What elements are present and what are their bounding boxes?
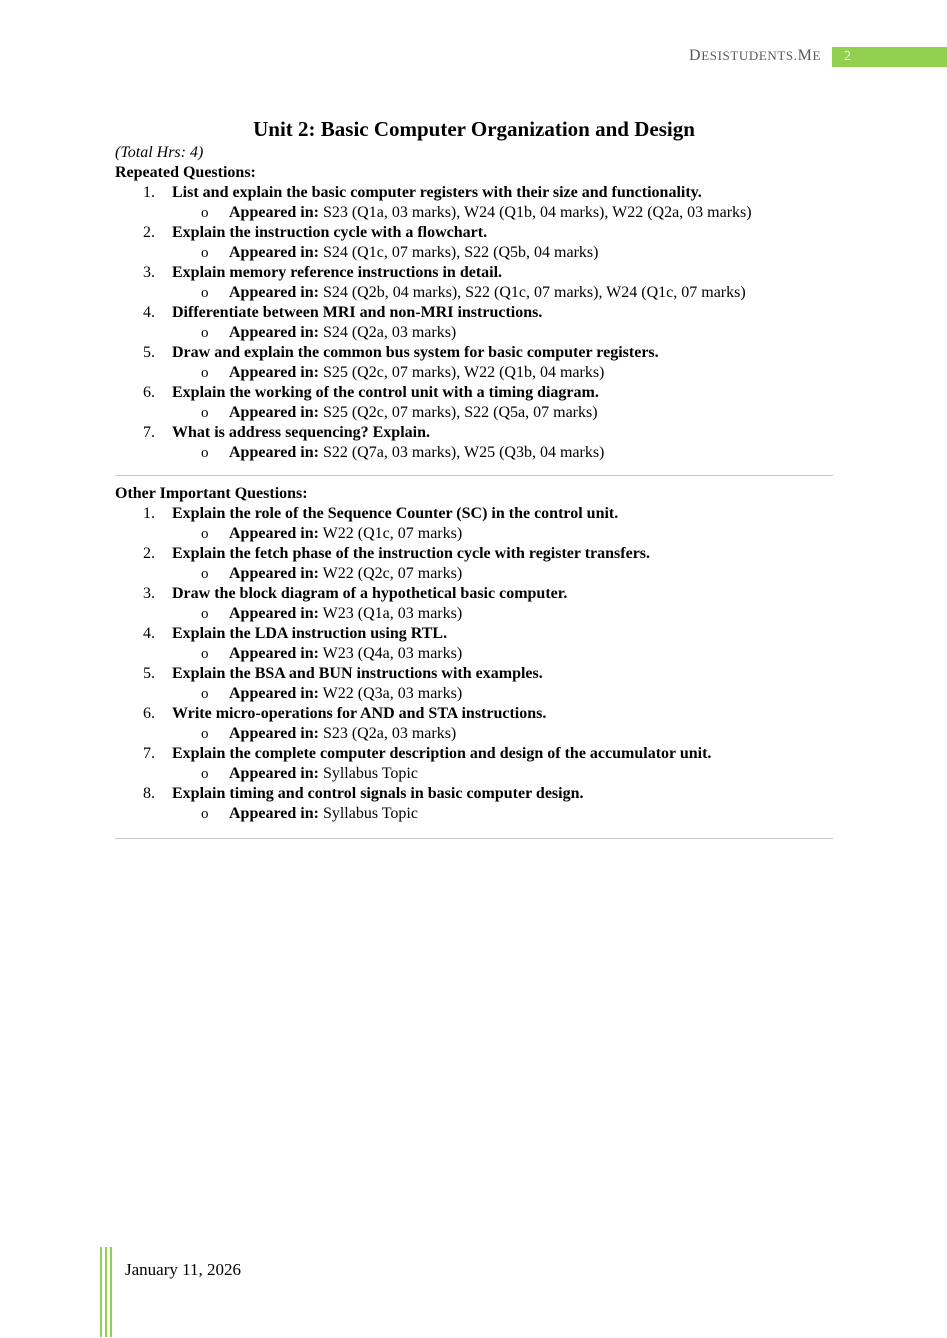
- appeared-line: [115, 644, 833, 664]
- question-number: 3.: [143, 585, 155, 602]
- question-text: Differentiate between MRI and non-MRI instructions.: [172, 304, 543, 321]
- question-line: [115, 744, 833, 764]
- question-item: [115, 504, 833, 544]
- question-text: Draw the block diagram of a hypothetical basic computer.: [172, 585, 568, 602]
- appeared-line: [115, 323, 833, 343]
- appeared-line: [115, 764, 833, 784]
- question-line: [115, 624, 833, 644]
- question-text: List and explain the basic computer registers with their size and functionality.: [172, 184, 702, 201]
- question-line: [115, 784, 833, 804]
- appeared-line: [115, 684, 833, 704]
- question-text: Explain the role of the Sequence Counter (SC) in the control unit.: [172, 505, 619, 522]
- question-text: Explain the BSA and BUN instructions with examples.: [172, 665, 543, 682]
- appeared-line: [115, 243, 833, 263]
- appeared-value: W22 (Q1c, 07 marks): [322, 525, 463, 542]
- question-item: [115, 784, 833, 824]
- question-item: [115, 223, 833, 263]
- appeared-label: Appeared in:: [229, 805, 319, 822]
- bullet-icon: o: [201, 285, 209, 301]
- appeared-line: [115, 443, 833, 463]
- question-number: 7.: [143, 424, 155, 441]
- question-line: [115, 303, 833, 323]
- other-questions-list: [115, 504, 833, 824]
- question-text: Explain the fetch phase of the instruction cycle with register transfers.: [172, 545, 651, 562]
- question-number: 4.: [143, 304, 155, 321]
- appeared-label: Appeared in:: [229, 444, 319, 461]
- appeared-value: W23 (Q1a, 03 marks): [322, 605, 463, 622]
- bullet-icon: o: [201, 806, 209, 822]
- question-number: 5.: [143, 344, 155, 361]
- appeared-line: [115, 604, 833, 624]
- question-number: 2.: [143, 545, 155, 562]
- appeared-line: [115, 804, 833, 824]
- bullet-icon: o: [201, 526, 209, 542]
- question-text: Explain the complete computer description and design of the accumulator unit.: [172, 745, 712, 762]
- question-text: Explain memory reference instructions in detail.: [172, 264, 503, 281]
- bullet-icon: o: [201, 606, 209, 622]
- question-line: [115, 343, 833, 363]
- question-number: 8.: [143, 785, 155, 802]
- question-line: [115, 183, 833, 203]
- question-number: 2.: [143, 224, 155, 241]
- question-item: [115, 263, 833, 303]
- question-item: [115, 664, 833, 704]
- question-line: [115, 423, 833, 443]
- question-text: What is address sequencing? Explain.: [172, 424, 430, 441]
- question-number: 6.: [143, 384, 155, 401]
- appeared-label: Appeared in:: [229, 284, 319, 301]
- appeared-line: [115, 524, 833, 544]
- section-divider-end: [115, 838, 833, 839]
- page-title: Unit 2: Basic Computer Organization and Design: [253, 117, 695, 141]
- appeared-value: W22 (Q3a, 03 marks): [322, 685, 463, 702]
- appeared-value: S24 (Q2b, 04 marks), S22 (Q1c, 07 marks), W24 (Q1c, 07 marks): [322, 284, 746, 301]
- bullet-icon: o: [201, 686, 209, 702]
- question-number: 3.: [143, 264, 155, 281]
- repeated-questions-list: [115, 183, 833, 463]
- appeared-label: Appeared in:: [229, 525, 319, 542]
- bullet-icon: o: [201, 245, 209, 261]
- appeared-label: Appeared in:: [229, 685, 319, 702]
- question-text: Explain the LDA instruction using RTL.: [172, 625, 448, 642]
- appeared-line: [115, 403, 833, 423]
- appeared-label: Appeared in:: [229, 565, 319, 582]
- question-item: [115, 624, 833, 664]
- appeared-value: W22 (Q2c, 07 marks): [322, 565, 463, 582]
- appeared-label: Appeared in:: [229, 725, 319, 742]
- question-line: [115, 584, 833, 604]
- question-text: Write micro-operations for AND and STA instructions.: [172, 705, 547, 722]
- bullet-icon: o: [201, 365, 209, 381]
- appeared-label: Appeared in:: [229, 605, 319, 622]
- question-line: [115, 664, 833, 684]
- question-line: [115, 544, 833, 564]
- question-item: [115, 183, 833, 223]
- question-item: [115, 383, 833, 423]
- appeared-value: Syllabus Topic: [322, 805, 418, 822]
- question-item: [115, 423, 833, 463]
- footer-accent-bars: [100, 1247, 116, 1337]
- appeared-value: W23 (Q4a, 03 marks): [322, 645, 463, 662]
- bullet-icon: o: [201, 766, 209, 782]
- appeared-value: S22 (Q7a, 03 marks), W25 (Q3b, 04 marks): [322, 444, 605, 461]
- appeared-value: Syllabus Topic: [322, 765, 418, 782]
- question-item: [115, 343, 833, 383]
- appeared-label: Appeared in:: [229, 324, 319, 341]
- bullet-icon: o: [201, 325, 209, 341]
- page-content: [115, 115, 833, 847]
- appeared-label: Appeared in:: [229, 364, 319, 381]
- bullet-icon: o: [201, 726, 209, 742]
- question-number: 4.: [143, 625, 155, 642]
- question-number: 5.: [143, 665, 155, 682]
- question-text: Draw and explain the common bus system for basic computer registers.: [172, 344, 659, 361]
- appeared-value: S23 (Q2a, 03 marks): [322, 725, 457, 742]
- question-item: [115, 303, 833, 343]
- appeared-value: S23 (Q1a, 03 marks), W24 (Q1b, 04 marks), W22 (Q2a, 03 marks): [322, 204, 752, 221]
- question-item: [115, 544, 833, 584]
- question-line: [115, 263, 833, 283]
- footer-date: January 11, 2026: [125, 1260, 241, 1279]
- appeared-label: Appeared in:: [229, 244, 319, 261]
- question-line: [115, 504, 833, 524]
- question-text: Explain the working of the control unit with a timing diagram.: [172, 384, 599, 401]
- question-line: [115, 223, 833, 243]
- appeared-value: S25 (Q2c, 07 marks), S22 (Q5a, 07 marks): [322, 404, 598, 421]
- bullet-icon: o: [201, 646, 209, 662]
- repeated-heading: Repeated Questions:: [115, 164, 256, 181]
- appeared-value: S24 (Q2a, 03 marks): [322, 324, 457, 341]
- appeared-label: Appeared in:: [229, 645, 319, 662]
- appeared-label: Appeared in:: [229, 404, 319, 421]
- bullet-icon: o: [201, 566, 209, 582]
- total-hours: (Total Hrs: 4): [115, 144, 204, 161]
- appeared-value: S25 (Q2c, 07 marks), W22 (Q1b, 04 marks): [322, 364, 605, 381]
- question-text: Explain timing and control signals in basic computer design.: [172, 785, 584, 802]
- appeared-line: [115, 724, 833, 744]
- appeared-label: Appeared in:: [229, 765, 319, 782]
- appeared-line: [115, 363, 833, 383]
- bullet-icon: o: [201, 405, 209, 421]
- appeared-line: [115, 203, 833, 223]
- bullet-icon: o: [201, 205, 209, 221]
- question-number: 6.: [143, 705, 155, 722]
- header-site-name: DESISTUDENTS.ME: [689, 47, 821, 64]
- question-item: [115, 584, 833, 624]
- question-line: [115, 383, 833, 403]
- question-item: [115, 704, 833, 744]
- question-text: Explain the instruction cycle with a flowchart.: [172, 224, 488, 241]
- bullet-icon: o: [201, 445, 209, 461]
- appeared-line: [115, 564, 833, 584]
- appeared-label: Appeared in:: [229, 204, 319, 221]
- other-heading: Other Important Questions:: [115, 485, 308, 502]
- page-number: 2: [832, 47, 947, 67]
- question-line: [115, 704, 833, 724]
- question-number: 1.: [143, 184, 155, 201]
- appeared-line: [115, 283, 833, 303]
- question-number: 1.: [143, 505, 155, 522]
- appeared-value: S24 (Q1c, 07 marks), S22 (Q5b, 04 marks): [322, 244, 599, 261]
- question-number: 7.: [143, 745, 155, 762]
- section-divider: [115, 475, 833, 476]
- question-item: [115, 744, 833, 784]
